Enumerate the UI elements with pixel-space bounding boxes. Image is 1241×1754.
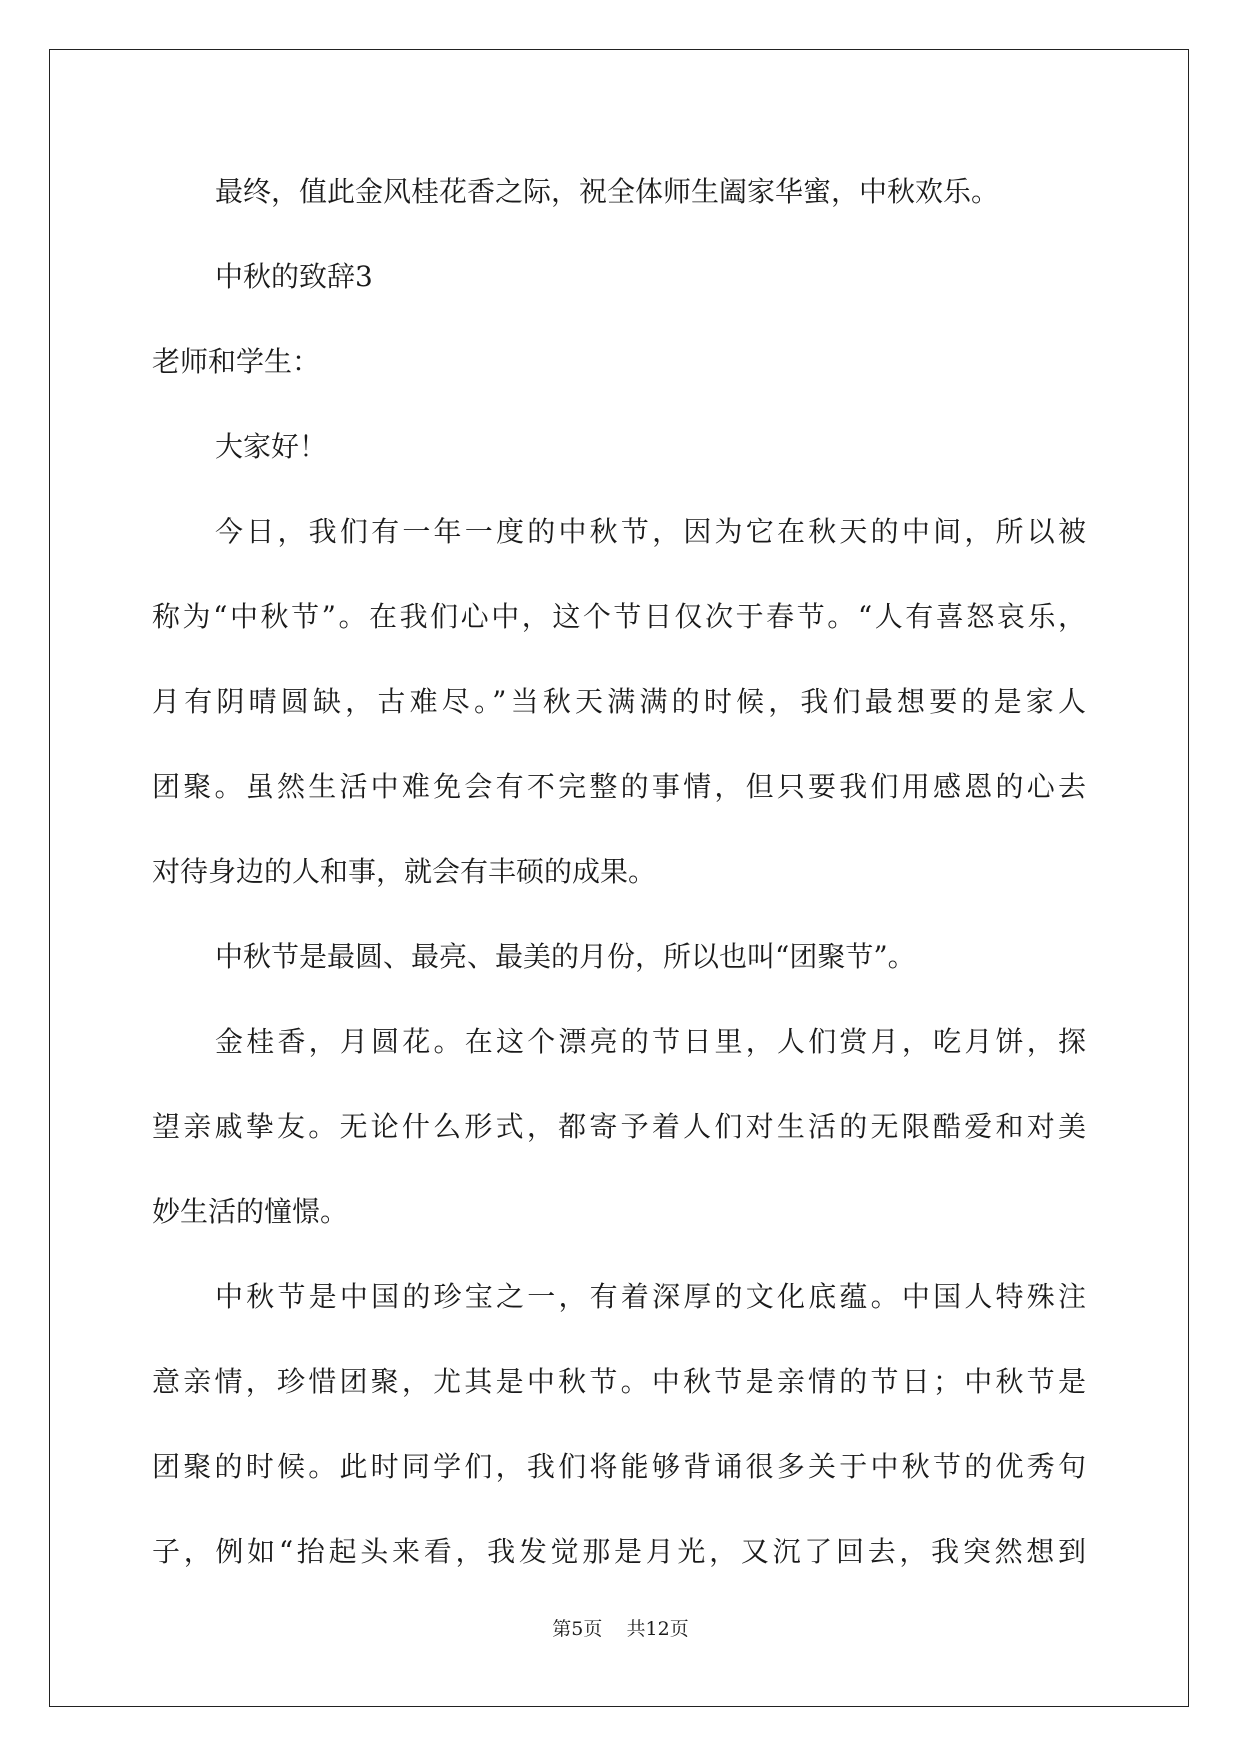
text-line: 望亲戚挚友。无论什么形式，都寄予着人们对生活的无限酷爱和对美 [152, 1110, 1086, 1143]
text-line: 子，例如“抬起头来看，我发觉那是月光，又沉了回去，我突然想到 [152, 1535, 1086, 1568]
text-line: 对待身边的人和事，就会有丰硕的成果。 [152, 855, 657, 888]
text-line: 妙生活的憧憬。 [152, 1195, 349, 1228]
text-line: 最终，值此金风桂花香之际，祝全体师生阖家华蜜，中秋欢乐。 [215, 175, 1000, 208]
text-line: 中秋节是中国的珍宝之一，有着深厚的文化底蕴。中国人特殊注 [215, 1280, 1086, 1313]
section-heading: 中秋的致辞3 [215, 260, 373, 293]
text-line: 中秋节是最圆、最亮、最美的月份，所以也叫“团聚节”。 [215, 940, 916, 973]
text-line: 团聚的时候。此时同学们，我们将能够背诵很多关于中秋节的优秀句 [152, 1450, 1086, 1483]
text-line: 今日，我们有一年一度的中秋节，因为它在秋天的中间，所以被 [215, 515, 1086, 548]
page-footer: 第5页 共12页 [552, 1618, 689, 1640]
text-line: 金桂香，月圆花。在这个漂亮的节日里，人们赏月，吃月饼，探 [215, 1025, 1086, 1058]
text-line: 团聚。虽然生活中难免会有不完整的事情，但只要我们用感恩的心去 [152, 770, 1086, 803]
text-line: 称为“中秋节”。在我们心中，这个节日仅次于春节。“人有喜怒哀乐， [152, 600, 1086, 633]
text-line: 月有阴晴圆缺，古难尽。”当秋天满满的时候，我们最想要的是家人 [152, 685, 1086, 718]
salutation: 老师和学生： [152, 345, 321, 378]
greeting: 大家好！ [215, 430, 328, 463]
text-line: 意亲情，珍惜团聚，尤其是中秋节。中秋节是亲情的节日；中秋节是 [152, 1365, 1086, 1398]
